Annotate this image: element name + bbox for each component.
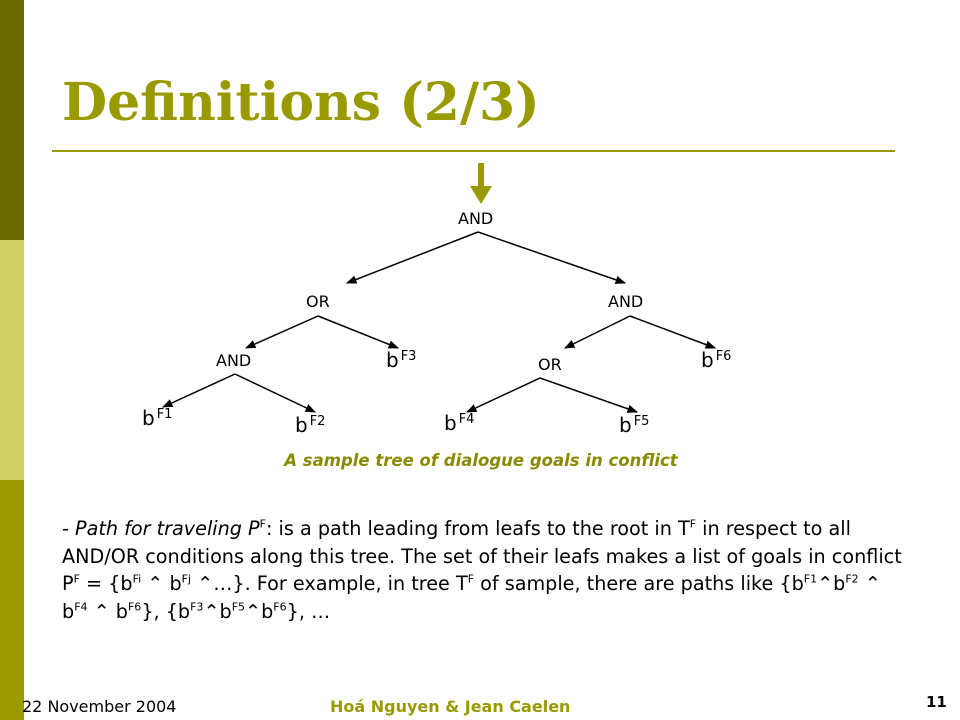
edge-or4-bf5 xyxy=(540,378,637,412)
footer-date: 22 November 2004 xyxy=(22,697,177,716)
node-and-left: AND xyxy=(216,351,252,370)
leaf-bf6: b $^{F6}$ xyxy=(701,348,732,372)
edge-and2-bf1 xyxy=(163,374,235,407)
node-or-right: OR xyxy=(538,355,562,374)
node-or-left: OR xyxy=(306,292,330,311)
leaf-bf3: b $^{F3}$ xyxy=(386,348,417,372)
leaf-bf1: b $^{F1}$ xyxy=(142,406,173,430)
defined-term: Path for traveling P xyxy=(75,517,260,540)
edge-or4-bf4 xyxy=(467,378,540,412)
edge-or1-and2 xyxy=(246,316,318,348)
edge-and2-bf2 xyxy=(235,374,315,412)
edge-root-or1 xyxy=(347,232,478,283)
tree-edges xyxy=(163,232,715,412)
sidebar-segment-bottom xyxy=(0,480,24,720)
leaf-bf4: b $^{F4}$ xyxy=(444,411,475,435)
definition-paragraph: - Path for traveling $P^F$: is a path leading from leafs to the root in $T^F$ in respect to all AND/OR conditions along this tree. The set of their leafs makes a list of goals in conflict $P^F = \{b^{Fi}$ ⌃ $b^{Fj}$ ⌃…}. For example, in tree $T^F$ of sample, there are paths like {$b^{F1}⌃b^{F2}$ ⌃ $b^{F4}$ ⌃ $b^{F6}$}, $\{b^{F3}⌃b^{F5}⌃b^{F6}\}$, … xyxy=(62,517,902,623)
leaf-bf2: b $^{F2}$ xyxy=(295,413,326,437)
figure-caption: A sample tree of dialogue goals in conflict xyxy=(284,451,678,470)
edge-or1-bf3 xyxy=(318,316,398,348)
footer-authors: Hoá Nguyen & Jean Caelen xyxy=(330,697,571,716)
node-root-and: AND xyxy=(458,209,494,228)
edge-and3-or4 xyxy=(565,316,630,348)
page-number: 11 xyxy=(926,693,947,711)
root-entry-arrow xyxy=(470,163,492,204)
leaf-bf5: b $^{F5}$ xyxy=(619,413,650,437)
node-and-right: AND xyxy=(608,292,644,311)
edge-root-and3 xyxy=(478,232,625,283)
slide-title: Definitions (2/3) xyxy=(62,72,540,133)
edge-and3-bf6 xyxy=(630,316,715,348)
